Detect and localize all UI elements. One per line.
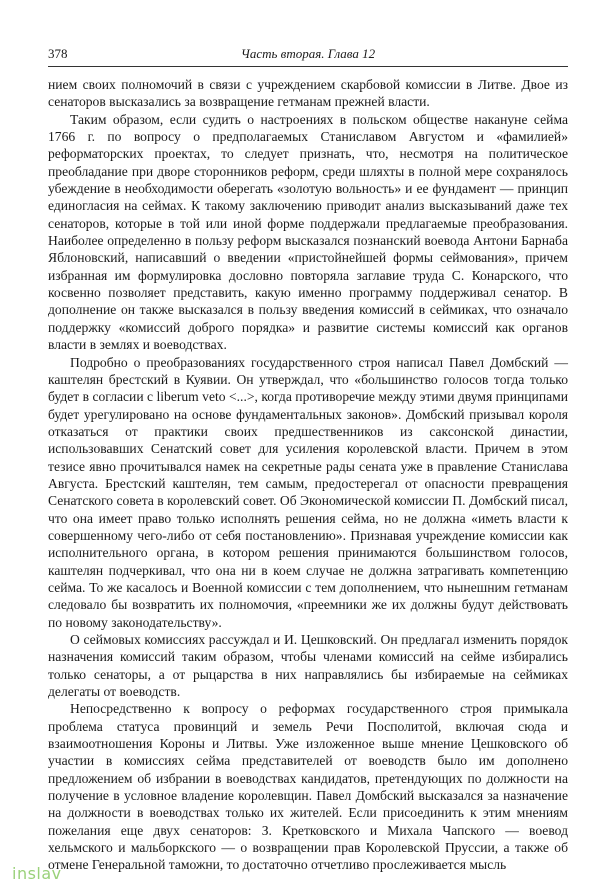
paragraph: Непосредственно к вопросу о реформах государственного строя примыкала проблема статуса провинций и земель Речи Посполитой, включая сюда и взаимоотношения Короны и Литвы. Уже изложенное выше мнение Цешковского об участии в комиссиях сейма представителей от воеводств было им дополнено предложением об избрании в воеводствах кандидатов, претендующих по должности на получение в условное владение королевщин. Павел Домбский высказался за назначение на должности в воеводствах только их жителей. Если присоединить к этим мнениям пожелания еще двух сенаторов: З. Кретковского и Михала Чапского — воевод хельмского и мальборкского — о возвращении прав Королевской Пруссии, а также об отмене Генеральной таможни, то достаточно отчетливо прослеживается мысль — [48, 701, 568, 873]
paragraph: О сеймовых комиссиях рассуждал и И. Цешковский. Он предлагал изменить порядок назначения комиссий таким образом, чтобы членами комиссий на сейме избирались только сенаторы, а от рыцарства в них направлялись бы избираемые на сеймиках делегаты от воеводств. — [48, 632, 568, 700]
page-header — [48, 46, 568, 64]
body-text — [48, 76, 568, 874]
page-number: 378 — [48, 46, 68, 61]
paragraph: нием своих полномочий в связи с учреждением скарбовой комиссии в Литве. Двое из сенаторов высказались за возвращение гетманам прежней власти. — [48, 77, 568, 110]
watermark-logo: inslav — [12, 864, 62, 883]
paragraph: Таким образом, если судить о настроениях в польском обществе накануне сейма 1766 г. по вопросу о предполагаемых Станиславом Августом и «фамилией» реформаторских проектах, то следует признать, что, несмотря на политическое преобладание при дворе сторонников реформ, среди шляхты в полной мере сохранялось убеждение в необходимости оберегать «золотую вольность» и ее фундамент — принцип единогласия на сеймах. К такому заключению приводит анализ высказываний даже тех сенаторов, которые в той или иной форме поддержали предлагаемые преобразования. Наиболее определенно в пользу реформ высказался познанский воевода Антони Барнаба Яблоновский, написавший о введении «пристойнейшей формы сеймования», причем избранная им формулировка дословно повторяла заглавие труда С. Конарского, что косвенно позволяет представить, какую именно программу поддерживал сенатор. В дополнение он также высказался в пользу введения комиссий в сеймиках, что означало поддержку «комиссий доброго порядка» и развитие системы комиссий как органов власти в землях и воеводствах. — [48, 111, 568, 353]
running-title: Часть вторая. Глава 12 — [240, 46, 376, 61]
paragraph: Подробно о преобразованиях государственного строя написал Павел Домбский — каштелян брестский в Куявии. Он утверждал, что «большинство голосов тогда только будет в согласии с liberum veto <...>, когда противоречие между этими двумя принципами будет урегулировано на основе фундаментальных законов». Домбский призывал короля отказаться от практики своих предшественников из саксонской династии, использовавших Сенатский совет для усиления королевской власти. Причем в этом тезисе явно прочитывался намек на секретные рады сената уже в правление Станислава Августа. Брестский каштелян, тем самым, предостерегал от опасности превращения Сенатского совета в королевский совет. Об Экономической комиссии П. Домбский писал, что она имеет право только исполнять решения сейма, но не должна «иметь власти к совершенному чего-либо от себя постановлению». Признавая учреждение комиссии как исполнительного органа, в котором решения принимаются большинством голосов, каштелян подчеркивал, что она ни в коем случае не должна затрагивать компетенцию сейма. То же касалось и Военной комиссии с тем дополнением, что нынешним гетманам следовало бы возвратить их полномочия, «преемники же их должны будут действовать по новому законодательству». — [48, 354, 568, 630]
header-divider — [48, 66, 568, 67]
